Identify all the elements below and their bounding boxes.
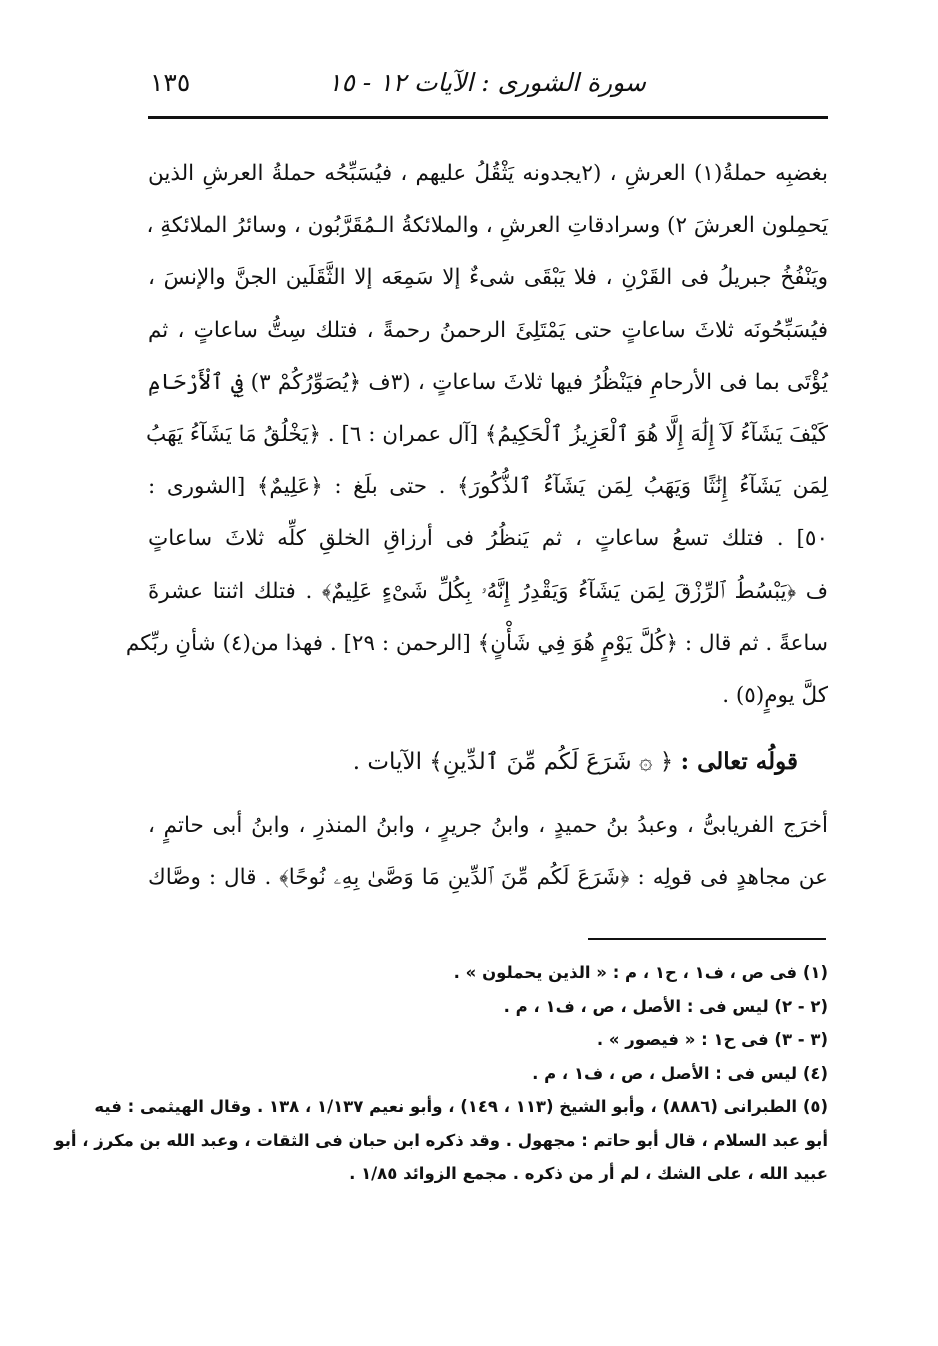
text-line: يَحمِلون العرشَ ٢) وسرادقاتِ العرشِ ، والملائكةُ الـمُقَرَّبُون ، وسائرُ الملائكةِ ،	[146, 213, 828, 239]
footnote: أبو عبد السلام ، قال أبو حاتم : مجهول . وقد ذكره ابن حبان فى الثقات ، وعبد الله بن مكرز ، أبو	[54, 1130, 828, 1150]
second-paragraph	[148, 800, 828, 904]
text-line: فيُسَبِّحُونَه ثلاثَ ساعاتٍ حتى يَمْتَلِئَ الرحمنُ رحمةً ، فتلك سِتُّ ساعاتٍ ، ثم	[148, 317, 828, 343]
text-line: ساعةً . ثم قال : ﴿كُلَّ يَوْمٍ هُوَ فِي شَأْنٍ﴾ [الرحمن : ٢٩] . فهذا من(٤) شأنِ ربِّكم	[125, 630, 828, 656]
footnote: (٢ - ٢) ليس فى : الأصل ، ص ، ف١ ، م .	[503, 996, 828, 1016]
text-line: عن مجاهدٍ فى قولِه : ﴿شَرَعَ لَكُم مِّنَ ٱلدِّينِ مَا وَصَّىٰ بِهِۦ نُوحًا﴾ . قال : وصَّاك	[148, 865, 828, 890]
heading-verse: ﴿ ۞ شَرَعَ لَكُم مِّنَ ٱلدِّينِ﴾	[429, 749, 674, 775]
footnotes	[54, 956, 828, 1191]
footnote: (٤) ليس فى : الأصل ، ص ، ف١ ، م .	[532, 1063, 828, 1083]
text-line: لِمَن يَشَآءُ إِنَٰثًا وَيَهَبُ لِمَن يَشَآءُ ٱلذُّكُورَ﴾ . حتى بلَغ : ﴿عَلِيمٌ﴾ [الشورى :	[148, 474, 828, 500]
heading-label: قولُه تعالى :	[680, 748, 798, 775]
text-line: ف ﴿يَبْسُطُ ٱلرِّزْقَ لِمَن يَشَآءُ وَيَقْدِرُ إِنَّهُۥ بِكُلِّ شَىْءٍ عَلِيمٌ﴾ . فتلك اثنتا عشرةَ	[148, 578, 828, 604]
main-paragraph	[125, 148, 828, 722]
heading-suffix: الآيات .	[352, 749, 422, 775]
header-title: سورة الشورى : الآيات ١٢ - ١٥	[327, 68, 646, 97]
text-line: يُؤْتَى بما فى الأرحامِ فيَنْظُرُ فيها ثلاثَ ساعاتٍ ، (٣ف ﴿يُصَوِّرُكُمْ ٣) فِي ٱلْأَرْحَامِ	[148, 369, 828, 395]
text-line: أخرَج الفريابىُّ ، وعبدُ بنُ حميدٍ ، وابنُ جريرٍ ، وابنُ المنذرِ ، وابنُ أبى حاتمٍ ،	[148, 813, 828, 838]
footnote: (١) فى ص ، ف١ ، ح١ ، م : « الذين يحملون » .	[453, 963, 828, 982]
page-number: ١٣٥	[150, 68, 191, 97]
footnote: (٥) الطبرانى (٨٨٨٦) ، وأبو الشيخ (١١٣ ، ١٤٩) ، وأبو نعيم ١/١٣٧ ، ١٣٨ . وقال الهيثمى : فيه	[94, 1097, 828, 1116]
footnote: عبيد الله ، على الشك ، لم أر من ذكره . مجمع الزوائد ١/٨٥ .	[349, 1164, 828, 1183]
footnote-rule	[588, 938, 826, 940]
footnote: (٣ - ٣) فى ح١ : « فيصور » .	[596, 1030, 828, 1049]
running-header	[150, 62, 826, 106]
verse-heading	[148, 738, 828, 786]
text-line: كلَّ يومٍ(٥) .	[722, 683, 828, 709]
header-rule	[148, 116, 828, 119]
text-line: ويَنْفُخُ جبريلُ فى القَرْنِ ، فلا يَبْقَى شىءٌ إلا سَمِعَه إلا الثَّقَلَين الجنَّ والإنسَ ،	[148, 265, 828, 291]
text-line: بغضبِه حملةُ(١) العرشِ ، (٢يجدونه يَثْقُلُ عليهم ، فيُسَبِّحُه حملةُ العرشِ الذين	[148, 161, 828, 186]
text-line: كَيْفَ يَشَآءُ لَآ إِلَٰهَ إِلَّا هُوَ ٱلْعَزِيزُ ٱلْحَكِيمُ﴾ [آل عمران : ٦] . ﴿يَخْلُقُ مَا يَشَآءُ يَهَبُ	[146, 422, 828, 448]
text-line: ٥٠] . فتلك تسعُ ساعاتٍ ، ثم يَنظُرُ فى أرزاقِ الخلقِ كلِّه ثلاثَ ساعاتٍ	[148, 526, 828, 552]
